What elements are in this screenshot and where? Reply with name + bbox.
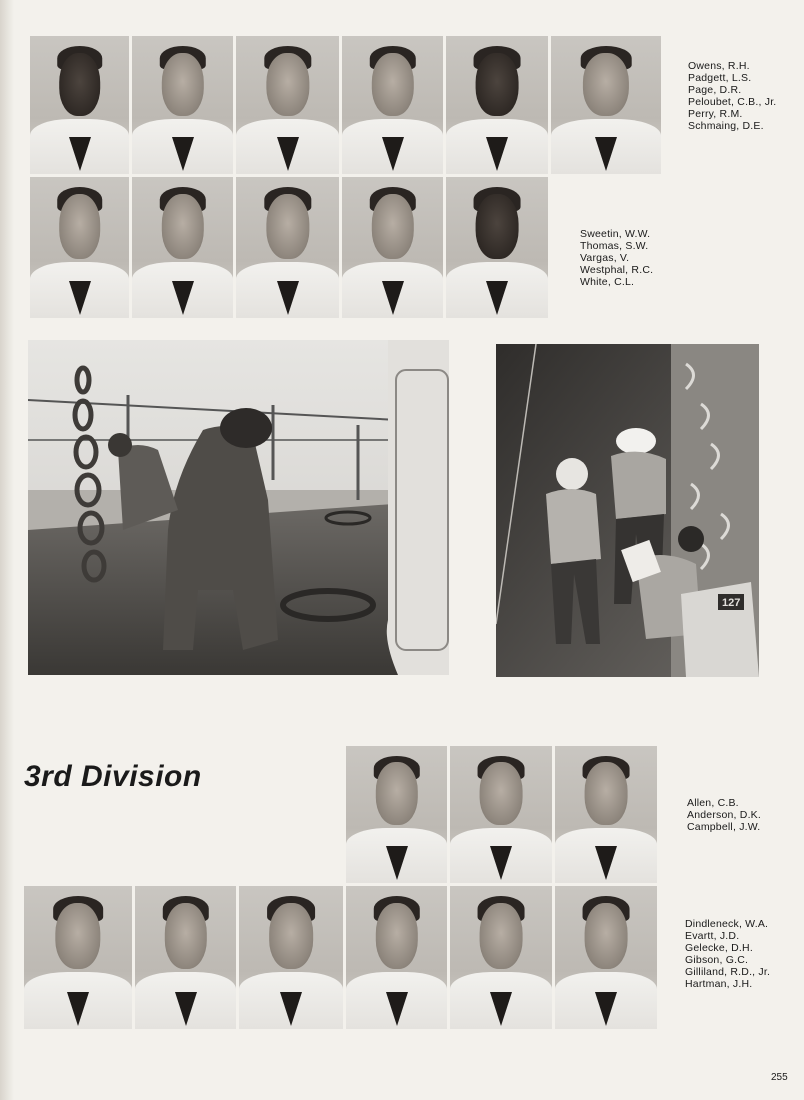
name-entry: Dindleneck, W.A. bbox=[685, 918, 769, 930]
name-entry: Allen, C.B. bbox=[687, 797, 739, 809]
name-list-row-4 bbox=[685, 918, 770, 990]
portrait-perry bbox=[446, 36, 548, 174]
name-entry: Gelecke, D.H. bbox=[685, 942, 753, 954]
portrait-evartt bbox=[135, 886, 236, 1029]
portrait-gibson bbox=[346, 886, 447, 1029]
portrait-hartman bbox=[555, 886, 657, 1029]
portrait-gelecke bbox=[239, 886, 343, 1029]
name-entry: Vargas, V. bbox=[580, 252, 630, 264]
name-entry: Thomas, S.W. bbox=[580, 240, 649, 252]
portrait-vargas bbox=[236, 177, 339, 318]
name-entry: Anderson, D.K. bbox=[687, 809, 762, 821]
portrait-white bbox=[446, 177, 548, 318]
name-entry: Peloubet, C.B., Jr. bbox=[688, 96, 777, 108]
portrait-peloubet bbox=[342, 36, 443, 174]
portrait-page bbox=[236, 36, 339, 174]
name-list-row-1 bbox=[688, 60, 776, 132]
page-number: 255 bbox=[771, 1072, 788, 1083]
section-title: 3rd Division bbox=[24, 760, 202, 793]
name-entry: Owens, R.H. bbox=[688, 60, 750, 72]
name-list-row-2 bbox=[580, 228, 653, 288]
page-binding-shadow bbox=[0, 0, 14, 1100]
portrait-owens bbox=[30, 36, 129, 174]
portrait-padgett bbox=[132, 36, 233, 174]
portrait-allen bbox=[346, 746, 447, 883]
name-list-row-3 bbox=[687, 797, 761, 833]
deck-chain-photo bbox=[28, 340, 449, 675]
portrait-anderson bbox=[450, 746, 552, 883]
portrait-campbell bbox=[555, 746, 657, 883]
name-entry: White, C.L. bbox=[580, 276, 635, 288]
portrait-schmaing bbox=[551, 36, 661, 174]
portrait-thomas bbox=[132, 177, 233, 318]
lifevest-crew-photo bbox=[496, 344, 759, 677]
name-entry: Westphal, R.C. bbox=[580, 264, 654, 276]
name-entry: Gibson, G.C. bbox=[685, 954, 749, 966]
name-entry: Perry, R.M. bbox=[688, 108, 743, 120]
portrait-gilliland bbox=[450, 886, 552, 1029]
portrait-westphal bbox=[342, 177, 443, 318]
name-entry: Sweetin, W.W. bbox=[580, 228, 651, 240]
hull-number-label: 127 bbox=[722, 597, 741, 609]
name-entry: Padgett, L.S. bbox=[688, 72, 752, 84]
name-entry: Schmaing, D.E. bbox=[688, 120, 764, 132]
name-entry: Gilliland, R.D., Jr. bbox=[685, 966, 771, 978]
name-entry: Evartt, J.D. bbox=[685, 930, 740, 942]
name-entry: Page, D.R. bbox=[688, 84, 742, 96]
portrait-dindleneck bbox=[24, 886, 132, 1029]
name-entry: Hartman, J.H. bbox=[685, 978, 753, 990]
portrait-sweetin bbox=[30, 177, 129, 318]
name-entry: Campbell, J.W. bbox=[687, 821, 761, 833]
